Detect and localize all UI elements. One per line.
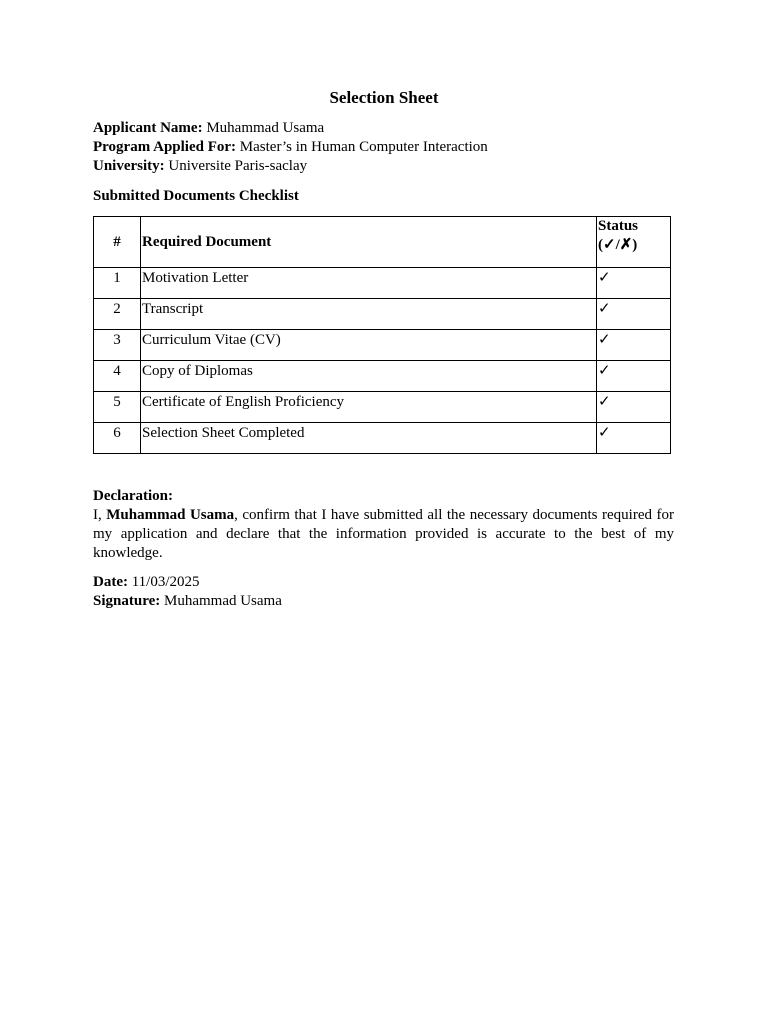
row-number: 6 bbox=[94, 423, 141, 454]
column-header-document: Required Document bbox=[141, 217, 597, 268]
declaration-text bbox=[93, 506, 674, 563]
row-document: Transcript bbox=[141, 299, 597, 330]
applicant-info bbox=[93, 119, 683, 176]
applicant-name-value: Muhammad Usama bbox=[206, 120, 325, 136]
row-document: Certificate of English Proficiency bbox=[141, 392, 597, 423]
table-row bbox=[94, 299, 671, 330]
date-value: 11/03/2025 bbox=[131, 574, 200, 590]
row-status-check-icon: ✓ bbox=[597, 268, 671, 299]
row-number: 5 bbox=[94, 392, 141, 423]
row-status-check-icon: ✓ bbox=[597, 361, 671, 392]
declaration-section bbox=[93, 487, 674, 563]
column-header-status bbox=[597, 217, 671, 268]
documents-checklist-table bbox=[93, 216, 671, 454]
applicant-name-row bbox=[93, 119, 683, 138]
row-number: 1 bbox=[94, 268, 141, 299]
signature-value: Muhammad Usama bbox=[163, 593, 282, 609]
table-row bbox=[94, 330, 671, 361]
row-document: Motivation Letter bbox=[141, 268, 597, 299]
table-row bbox=[94, 392, 671, 423]
row-document: Selection Sheet Completed bbox=[141, 423, 597, 454]
table-header-row bbox=[94, 217, 671, 268]
declaration-heading: Declaration: bbox=[93, 488, 173, 504]
declaration-name: Muhammad Usama bbox=[106, 507, 235, 523]
date-label: Date: bbox=[93, 574, 128, 590]
declaration-body: , confirm that I have submitted all the necessary documents required for my application and declare that the information provided is accurate to the best of my knowledge. bbox=[93, 507, 675, 561]
row-status-check-icon: ✓ bbox=[597, 330, 671, 361]
checklist-heading: Submitted Documents Checklist bbox=[93, 188, 299, 204]
column-header-number: # bbox=[94, 217, 141, 268]
program-row bbox=[93, 138, 683, 157]
row-document: Curriculum Vitae (CV) bbox=[141, 330, 597, 361]
page-title: Selection Sheet bbox=[329, 88, 439, 107]
declaration-prefix: I, bbox=[93, 507, 107, 523]
row-status-check-icon: ✓ bbox=[597, 392, 671, 423]
row-number: 4 bbox=[94, 361, 141, 392]
row-status-check-icon: ✓ bbox=[597, 299, 671, 330]
applicant-name-label: Applicant Name: bbox=[93, 120, 203, 136]
signature-row bbox=[93, 592, 674, 611]
signature-label: Signature: bbox=[93, 593, 161, 609]
status-header-line1: Status bbox=[598, 218, 639, 234]
row-document: Copy of Diplomas bbox=[141, 361, 597, 392]
date-signature-block bbox=[93, 573, 674, 611]
row-status-check-icon: ✓ bbox=[597, 423, 671, 454]
row-number: 3 bbox=[94, 330, 141, 361]
table-row bbox=[94, 268, 671, 299]
status-header-line2: (✓/✗) bbox=[598, 237, 638, 253]
date-row bbox=[93, 573, 674, 592]
row-number: 2 bbox=[94, 299, 141, 330]
table-row bbox=[94, 423, 671, 454]
university-value: Universite Paris-saclay bbox=[168, 158, 308, 174]
program-label: Program Applied For: bbox=[93, 139, 237, 155]
program-value: Master’s in Human Computer Interaction bbox=[239, 139, 488, 155]
table-row bbox=[94, 361, 671, 392]
university-label: University: bbox=[93, 158, 165, 174]
university-row bbox=[93, 157, 683, 176]
